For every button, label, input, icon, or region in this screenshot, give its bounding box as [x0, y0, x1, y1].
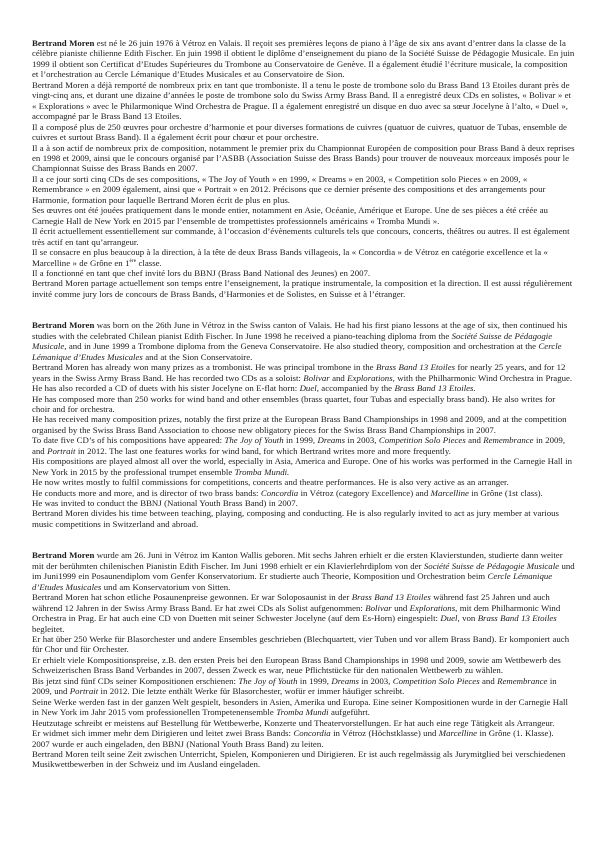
text-segment: Bertrand Moren partage actuellement son temps entre l’enseignement, la pratique instrumentale, la composition et la direction. Il est aussi régulièrement invité comme jury lors de concours de Brass Bands, d’Harmonies et de Solistes, en Suisse et à l’étranger. — [32, 278, 573, 299]
paragraph — [32, 174, 575, 205]
text-segment: Explorations — [347, 372, 393, 383]
text-segment: Brass Band 13 Etoiles. — [394, 383, 476, 394]
text-segment: wurde am 26. Juni in Vétroz im Kanton Wallis geboren. Mit sechs Jahren erhielt er die ersten Klavierstunden, studierte dann weiter mit der berühmten chilenischen Pianistin Edith Fischer. Im Juni 1998 erhielt er ein Klavierlehrdiplom von der — [32, 550, 563, 571]
text-segment: Er widmet sich immer mehr dem Dirigieren und leitet zwei Brass Bands: — [32, 728, 294, 739]
text-segment: Marcelline — [430, 487, 469, 498]
text-segment: Portrait — [69, 686, 99, 697]
text-segment: und im Juni1999 ein Posaunendiplom vom Genfer Konservatorium. Er studierte auch Theorie, Komposition und Orchestration beim — [32, 560, 575, 582]
text-segment: Brass Band 13 Etoiles — [477, 613, 557, 624]
text-segment: He now writes mostly to fulfil commissions for competitions, concerts and theatre performances. He is also very active as an arranger. — [32, 477, 509, 488]
text-segment: in 1999, — [297, 675, 332, 686]
text-segment: He was invited to conduct the BBNJ (National Youth Brass Band) in 2007. — [32, 498, 298, 509]
text-segment: Il écrit actuellement essentiellement sur commande, à l’occasion d’évènements culturels tels que concours, concerts, théâtres ou autres. Il est également très actif en tant qu’arrangeur. — [32, 226, 570, 247]
text-segment: Bolivar — [303, 372, 330, 383]
text-segment: Société Suisse de Pédagogie Musicale, — [32, 330, 553, 352]
text-segment: in Vétroz (category Excellence) and — [298, 487, 431, 498]
paragraph — [32, 655, 575, 676]
paragraph — [32, 697, 575, 718]
text-segment: and — [465, 435, 484, 446]
text-segment: begleitet. — [32, 623, 65, 634]
subject-name: Bertrand Moren — [32, 320, 95, 331]
paragraph — [32, 718, 575, 728]
text-segment: Cercle Lémanique d’Etudes Musicales — [32, 571, 553, 592]
paragraph — [32, 38, 575, 80]
text-segment: Bertrand Moren teilt seine Zeit zwischen Unterricht, Spielen, Komponieren und Dirigieren. Er ist auch regelmässig als Jurymitglied bei verschiedenen Musikwettbewerben in der Schweiz und im Ausland eingeladen. — [32, 749, 566, 770]
paragraph — [32, 456, 575, 477]
text-segment: Tromba Mundi — [276, 707, 329, 718]
text-segment: Bolivar — [365, 602, 392, 613]
text-segment: Competition Solo Pieces — [392, 675, 480, 686]
text-segment: Seine Werke werden fast in der ganzen Welt gespielt, besonders in Asien, Amerika und Europa. Eine seiner Kompositionen wurde in der Carnegie Hall in New York im Jahr 2015 vom professionellen Trompetenensemble — [32, 696, 568, 718]
text-segment: , with the Philharmonic Wind Orchestra in Prague. He has also recorded a CD of duets with his sister Jocelyne on E-flat horn: — [32, 372, 573, 394]
paragraph — [32, 122, 575, 143]
text-segment: Bertrand Moren has already won many prizes as a trombonist. He was principal trombone in the — [32, 362, 376, 373]
text-segment: Marcelline — [438, 728, 478, 739]
paragraph — [32, 268, 575, 278]
text-segment: Ses œuvres ont été jouées pratiquement dans le monde entier, notamment en Asie, Océanie, Amérique et Europe. Une de ses pièces a été créée au Carnegie Hall de New York en 2015 par l’ensemble de trompettistes professionnels américains « Tromba Mundi ». — [32, 205, 548, 226]
text-segment: in 2009, und — [32, 675, 557, 697]
text-segment: Il a à son actif de nombreux prix de composition, notamment le premier prix du Championnat Européen de composition pour Brass Band à deux reprises en 1998 et 2009, ainsi que le concours organisé par l’ASBB (Association Suisse des Brass Bands) pour trouver de nouveaux morceaux imposés pour le Championnat Suisse des Brass Bands en 2007. — [32, 142, 575, 174]
text-segment: He has composed more than 250 works for wind band and other ensembles (brass quartet, four Tubas and especially brass band). He also writes for choir and for orchestra. — [32, 393, 556, 414]
text-segment: Duel — [440, 613, 458, 624]
text-segment: Bertrand Moren hat schon etliche Posaunenpreise gewonnen. Er war Soloposaunist in der — [32, 592, 352, 603]
bio-block-german — [32, 550, 575, 770]
text-segment: ère — [129, 257, 137, 264]
bio-block-french — [32, 38, 575, 299]
paragraph — [32, 205, 575, 226]
paragraph — [32, 143, 575, 174]
text-segment: Société Suisse de Pédagogie Musicale — [423, 560, 560, 571]
text-segment: , von — [457, 613, 478, 624]
paragraph — [32, 247, 575, 268]
text-segment: for nearly 25 years, and for 12 years in the Swiss Army Brass Band. He has recorded two CDs as a soloist: — [32, 362, 566, 383]
paragraph — [32, 80, 575, 122]
text-segment: in Vétroz (Höchstklasse) und — [330, 728, 439, 739]
text-segment: Er hat über 250 Werke für Blasorchester und andere Ensembles geschrieben (Blechquartett, vier Tuben und vor allem Brass Band). Er komponiert auch für Chor und für Orchester. — [32, 634, 570, 655]
paragraph — [32, 498, 575, 508]
text-segment: Duel — [299, 383, 317, 394]
text-segment: und am Konservatorium von Sitten. — [101, 581, 231, 592]
text-segment: Il a composé plus de 250 œuvres pour orchestre d’harmonie et pour diverses formations de cuivres (quatuor de cuivres, quatuor de Tubas, ensemble de cuivres et surtout Brass Band). Il a également écrit pour chœur et pour orchestre. — [32, 121, 567, 143]
text-segment: Remembrance — [497, 675, 548, 686]
paragraph — [32, 634, 575, 655]
text-segment: The Joy of Youth — [224, 435, 284, 446]
text-segment: Tromba Mundi. — [234, 466, 290, 477]
paragraph — [32, 320, 575, 362]
paragraph — [32, 676, 575, 697]
text-segment: Concordia — [293, 728, 331, 739]
text-segment: Cercle Lémanique d’Etudes Musicales — [32, 341, 562, 362]
text-segment: in 2012. Die letzte enthält Werke für Blasorchester, wofür er immer häufiger schreibt. — [98, 686, 405, 697]
text-segment: and — [329, 372, 348, 383]
text-segment: , mit dem Philharmonic Wind Orchestra in Prag. Er hat auch eine CD von Duetten mit seiner Schwester Jocelyne (auf dem Es-Horn) eingespielt: — [32, 602, 561, 624]
text-segment: and in June 1999 a Trombone diploma from the Geneva Conservatoire. He also studied theory, composition and orchestration at the — [66, 341, 539, 352]
text-segment: classe. — [136, 257, 162, 268]
text-segment: Remembrance — [483, 435, 534, 446]
text-segment: His compositions are played almost all over the world, especially in Asia, America and Europe. One of his works was performed in the Carnegie Hall in New York in 2015 by the professional trumpet ensemble — [32, 456, 573, 477]
paragraph — [32, 508, 575, 529]
text-segment: Competition Solo Pieces — [378, 435, 466, 446]
text-segment: in 2003, — [345, 435, 379, 446]
text-segment: in 2012. The last one features works for wind band, for which Bertrand writes more and more frequently. — [75, 445, 451, 456]
paragraph — [32, 550, 575, 592]
text-segment: in 1999, — [283, 435, 318, 446]
text-segment: was born on the 26th June in Vétroz in the Swiss canton of Valais. He had his first piano lessons at the age of six, then continued his studies with the celebrated Chilean pianist Edith Fischer. In June 1998 he received a piano-teaching diploma from the — [32, 320, 568, 341]
text-segment: aufgeführt. — [328, 707, 370, 718]
text-segment: in 2003, — [358, 675, 393, 686]
text-segment: 2007 wurde er auch eingeladen, den BBNJ (National Youth Brass Band) zu leiten. — [32, 738, 324, 749]
paragraph — [32, 278, 575, 299]
text-segment: in Grône (1st class). — [468, 487, 543, 498]
text-segment: Dreams — [331, 675, 359, 686]
paragraph — [32, 749, 575, 770]
text-segment: Il se consacre en plus beaucoup à la direction, à la tête de deux Brass Bands villageois, la « Concordia » de Vétroz en catégorie excellence et la « Marcelline » de Grône en 1 — [32, 247, 548, 268]
text-segment: Dreams — [317, 435, 346, 446]
subject-name: Bertrand Moren — [32, 550, 95, 561]
text-segment: The Joy of Youth — [238, 675, 298, 686]
text-segment: , accompanied by the — [316, 383, 395, 394]
paragraph — [32, 226, 575, 247]
subject-name: Bertrand Moren — [32, 38, 95, 48]
text-segment: Concordia — [260, 487, 299, 498]
text-segment: Il a ce jour sorti cinq CDs de ses compositions, « The Joy of Youth » en 1999, « Dreams » en 2003, « Competition solo Pieces » en 2009, « Remembrance » en 2009 également, ainsi que « Portrait » en 2012. Précisons que ce dernier présente des compositions et des arrangements pour Harmonie, formation pour laquelle Bertrand Moren écrit de plus en plus. — [32, 173, 546, 205]
text-segment: Er erhielt viele Kompositionspreise, z.B. den ersten Preis bei den European Brass Band Championships in 1998 und 2009, sowie am Wettbewerb des Schweizerischen Brass Band Verbandes in 2007, dessen Zweck es war, neue Pflichtstücke für den nationalen Wettbewerb zu wählen. — [32, 654, 561, 676]
text-segment: est né le 26 juin 1976 à Vétroz en Valais. Il reçoit ses premières leçons de piano à l’âge de six ans avant d’entrer dans la classe de la célèbre pianiste chilienne Edith Fischer. En juin 1998 il obtient le diplôme d’enseignement du piano de la Société Suisse de Pédagogie Musicale. En juin 1999 il obtient son Certificat d’Etudes Supérieures du Trombone au Conservatoire de Genève. Il a également étudié l’écriture musicale, la composition et l’orchestration au Cercle Lémanique d’Etudes Musicales et au Conservatoire de Sion. — [32, 38, 575, 80]
paragraph — [32, 362, 575, 393]
bio-block-english — [32, 320, 575, 529]
paragraph — [32, 394, 575, 415]
text-segment: Bertrand Moren a déjà remporté de nombreux prix en tant que tromboniste. Il a tenu le poste de trombone solo du Brass Band 13 Etoiles durant près de vingt-cinq ans, et durant une dizaine d’années le poste de trombone solo du Swiss Army Brass Band. Il a enregistré deux CDs en solistes, « Bolivar » et « Explorations » avec le Philarmonique Wind Orchestra de Prague. Il a également enregistré un disque en duo avec sa sœur Jocelyne à l’alto, « Duel », accompagné par le Brass Band 13 Etoiles. — [32, 79, 571, 122]
paragraph — [32, 739, 575, 749]
text-segment: Bertrand Moren divides his time between teaching, playing, composing and conducting. He is also regularly invited to act as jury member at various music competitions in Switzerland and abroad. — [32, 508, 559, 529]
paragraph — [32, 477, 575, 487]
text-segment: und — [391, 602, 410, 613]
paragraph — [32, 435, 575, 456]
paragraph — [32, 414, 575, 435]
text-segment: He conducts more and more, and is director of two brass bands: — [32, 487, 261, 498]
text-segment: and — [479, 675, 498, 686]
text-segment: Bis jetzt sind fünf CDs seiner Kompositionen erschienen: — [32, 675, 239, 686]
text-segment: Heutzutage schreibt er meistens auf Bestellung für Wettbewerbe, Konzerte und Theatervorstellungen. Er hat auch eine rege Tätigkeit als Arrangeur. — [32, 717, 555, 728]
text-segment: Portrait — [47, 445, 76, 456]
text-segment: Explorations — [409, 602, 456, 613]
text-segment: Brass Band 13 Etoiles — [351, 592, 431, 603]
text-segment: and at the Sion Conservatoire. — [142, 351, 253, 362]
text-segment: Il a fonctionné en tant que chef invité lors du BBNJ (Brass Band National des Jeunes) en 2007. — [32, 267, 371, 278]
text-segment: To date five CD’s of his compositions have appeared: — [32, 435, 225, 446]
paragraph — [32, 592, 575, 634]
paragraph — [32, 728, 575, 738]
text-segment: Brass Band 13 Etoiles — [376, 362, 456, 373]
text-segment: in Grône (1. Klasse). — [477, 728, 554, 739]
text-segment: He has received many composition prizes, notably the first prize at the European Brass Band Championships in 1998 and 2009, and at the competition organised by the Swiss Brass Band Association to choose new obligatory pieces for the Swiss Brass Band Championships in 2007. — [32, 414, 567, 435]
paragraph — [32, 488, 575, 498]
text-segment: während fast 25 Jahren und auch während 12 Jahren in der Swiss Army Brass Band. Er hat zwei CDs als Solist aufgenommen: — [32, 592, 550, 613]
text-segment: in 2009, and — [32, 435, 566, 456]
